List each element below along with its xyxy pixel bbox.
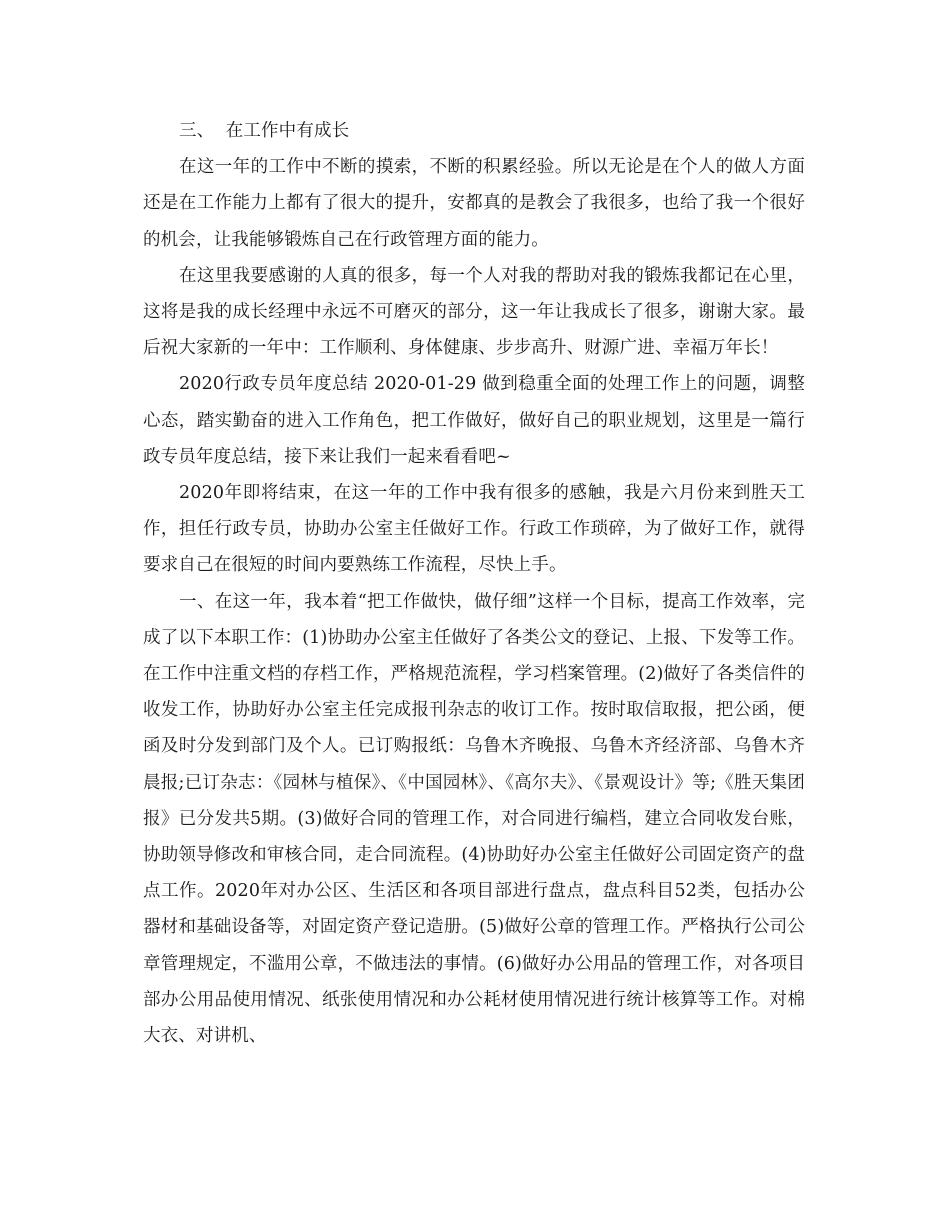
paragraph-5: 一、在这一年，我本着“把工作做快，做仔细”这样一个目标，提高工作效率，完成了以下本职工作：(1)协助办公室主任做好了各类公文的登记、上报、下发等工作。在工作中注重文档的存档工作，严格规范流程，学习档案管理。(2)做好了各类信件的收发工作，协助好办公室主任完成报刊杂志的收订工作。按时取信取报，把公函，便函及时分发到部门及个人。已订购报纸：乌鲁木齐晚报、乌鲁木齐经济部、乌鲁木齐晨报;已订杂志：《园林与植保》、《中国园林》、《高尔夫》、《景观设计》等;《胜天集团报》已分发共5期。(3)做好合同的管理工作，对合同进行编档，建立合同收发台账，协助领导修改和审核合同，走合同流程。(4)协助好办公室主任做好公司固定资产的盘点工作。2020年对办公区、生活区和各项目部进行盘点，盘点科目52类，包括办公器材和基础设备等，对固定资产登记造册。(5)做好公章的管理工作。严格执行公司公章管理规定，不滥用公章，不做违法的事情。(6)做好办公用品的管理工作，对各项目部办公用品使用情况、纸张使用情况和办公耗材使用情况进行统计核算等工作。对棉大衣、对讲机、 bbox=[143, 591, 805, 1047]
document-body bbox=[143, 113, 805, 1054]
paragraph-3: 2020行政专员年度总结 2020-01-29 做到稳重全面的处理工作上的问题，调整心态，踏实勤奋的进入工作角色，把工作做好，做好自己的职业规划，这里是一篇行政专员年度总结，接下来让我们一起来看看吧~ bbox=[143, 374, 805, 467]
paragraph-4: 2020年即将结束，在这一年的工作中我有很多的感触，我是六月份来到胜天工作，担任行政专员，协助办公室主任做好工作。行政工作琐碎，为了做好工作，就得要求自己在很短的时间内要熟练工作流程，尽快上手。 bbox=[143, 483, 805, 576]
paragraph-1: 在这一年的工作中不断的摸索，不断的积累经验。所以无论是在个人的做人方面还是在工作能力上都有了很大的提升，安都真的是教会了我很多，也给了我一个很好的机会，让我能够锻炼自己在行政管理方面的能力。 bbox=[143, 157, 805, 250]
section-heading: 三、 在工作中有成长 bbox=[179, 121, 350, 141]
paragraph-2: 在这里我要感谢的人真的很多，每一个人对我的帮助对我的锻炼我都记在心里，这将是我的成长经理中永远不可磨灭的部分，这一年让我成长了很多，谢谢大家。最后祝大家新的一年中：工作顺利、身体健康、步步高升、财源广进、幸福万年长！ bbox=[143, 265, 805, 359]
